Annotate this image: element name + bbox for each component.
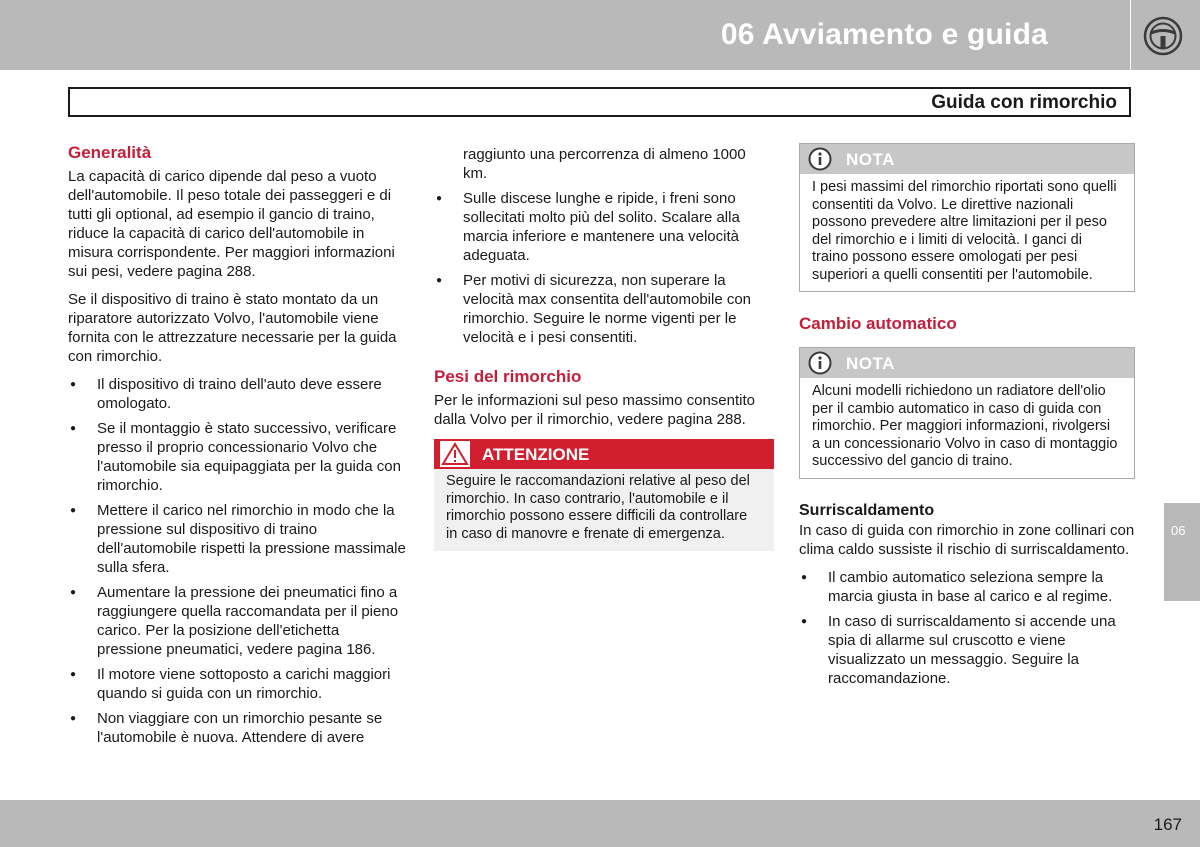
bullet-list: [434, 189, 774, 347]
column-2: [434, 145, 774, 551]
note-header: [800, 144, 1134, 174]
paragraph-dispositivo: Se il dispositivo di traino è stato montato da un riparatore autorizzato Volvo, l'automobile viene fornita con le attrezzature necessarie per la guida con rimorchio.: [68, 291, 397, 365]
chapter-side-tab: [1164, 503, 1200, 601]
note-title: NOTA: [846, 353, 895, 373]
chapter-title: 06 Avviamento e guida: [720, 18, 1048, 51]
list-item: ● Sulle discese lunghe e ripide, i freni sono sollecitati molto più del solito. Scalare alla marcia inferiore e mantenere una velocità adeguata.: [434, 189, 774, 265]
header-band: [0, 0, 1130, 70]
heading-cambio-automatico: Cambio automatico: [799, 314, 957, 333]
note-text: I pesi massimi del rimorchio riportati sono quelli consentiti da Volvo. Le direttive nazionali possono prevedere altre limitazioni per il peso del rimorchio e i limiti di velocità. I ganci di traino possono essere omologati per pesi superiori a quelli consentiti per l'automobile.: [812, 179, 1117, 283]
note-box-2: [799, 347, 1135, 479]
info-icon: [808, 351, 832, 375]
side-tab-label: 06: [1171, 523, 1186, 538]
note-box-1: [799, 143, 1135, 292]
column-3: [799, 143, 1135, 694]
warning-text: Seguire le raccomandazioni relative al peso del rimorchio. In caso contrario, l'automobile e il rimorchio possono essere difficili da controllare in caso di manovre e frenate di emergenza.: [434, 469, 774, 551]
list-item: ● Il dispositivo di traino dell'auto deve essere omologato.: [68, 375, 408, 413]
paragraph-pesi: Per le informazioni sul peso massimo consentito dalla Volvo per il rimorchio, vedere pagina 288.: [434, 392, 755, 428]
heading-surriscaldamento: Surriscaldamento: [799, 501, 935, 519]
bullet-list: [68, 375, 408, 747]
list-item: ● Il motore viene sottoposto a carichi maggiori quando si guida con un rimorchio.: [68, 665, 408, 703]
warning-triangle-icon: [440, 441, 470, 467]
steering-wheel-icon: [1143, 16, 1183, 56]
heading-pesi-rimorchio: Pesi del rimorchio: [434, 367, 582, 386]
section-title-box: [68, 87, 1131, 117]
list-item: ● Se il montaggio è stato successivo, verificare presso il proprio concessionario Volvo che l'automobile sia equipaggiata per la guida con rimorchio.: [68, 419, 408, 495]
list-item: ● Non viaggiare con un rimorchio pesante se l'automobile è nuova. Attendere di avere: [68, 709, 408, 747]
note-header: [800, 348, 1134, 378]
continuation-text: raggiunto una percorrenza di almeno 1000 km.: [463, 146, 746, 182]
list-item: ● Per motivi di sicurezza, non superare la velocità max consentita dell'automobile con rimorchio. Seguire le norme vigenti per le velocità e i pesi consentiti.: [434, 271, 774, 347]
page-number: 167: [1153, 815, 1182, 834]
warning-header: [434, 439, 774, 469]
warning-title: ATTENZIONE: [482, 444, 590, 464]
note-title: NOTA: [846, 149, 895, 169]
heading-generalita: Generalità: [68, 143, 152, 162]
bullet-list: [799, 568, 1135, 688]
list-item: ● Mettere il carico nel rimorchio in modo che la pressione sul dispositivo di traino dell'automobile rispetti la pressione massimale sulla sfera.: [68, 501, 408, 577]
section-title: Guida con rimorchio: [931, 92, 1117, 113]
paragraph-capacity: La capacità di carico dipende dal peso a vuoto dell'automobile. Il peso totale dei passeggeri e di tutti gli optional, ad esempio il gancio di traino, riduce la capacità di carico dell'automobile in misura corrispondente. Per maggiori informazioni sui pesi, vedere pagina 288.: [68, 168, 395, 280]
list-item: ● In caso di surriscaldamento si accende una spia di allarme sul cruscotto e viene visualizzato un messaggio. Seguire la raccomandazione.: [799, 612, 1135, 688]
column-1: [68, 143, 408, 753]
warning-box: [434, 439, 774, 551]
paragraph-surriscaldamento: In caso di guida con rimorchio in zone collinari con clima caldo sussiste il rischio di surriscaldamento.: [799, 521, 1135, 558]
list-item: ● Il cambio automatico seleziona sempre la marcia giusta in base al carico e al regime.: [799, 568, 1135, 606]
footer-band: [0, 800, 1200, 847]
info-icon: [808, 147, 832, 171]
list-item: ● Aumentare la pressione dei pneumatici fino a raggiungere quella raccomandata per il pieno carico. Per la posizione dell'etichetta pressione pneumatici, vedere pagina 186.: [68, 583, 408, 659]
note-text: Alcuni modelli richiedono un radiatore dell'olio per il cambio automatico in caso di guida con rimorchio. Per maggiori informazioni, rivolgersi a un concessionario Volvo in caso di montaggio successivo del gancio di traino.: [812, 383, 1118, 469]
